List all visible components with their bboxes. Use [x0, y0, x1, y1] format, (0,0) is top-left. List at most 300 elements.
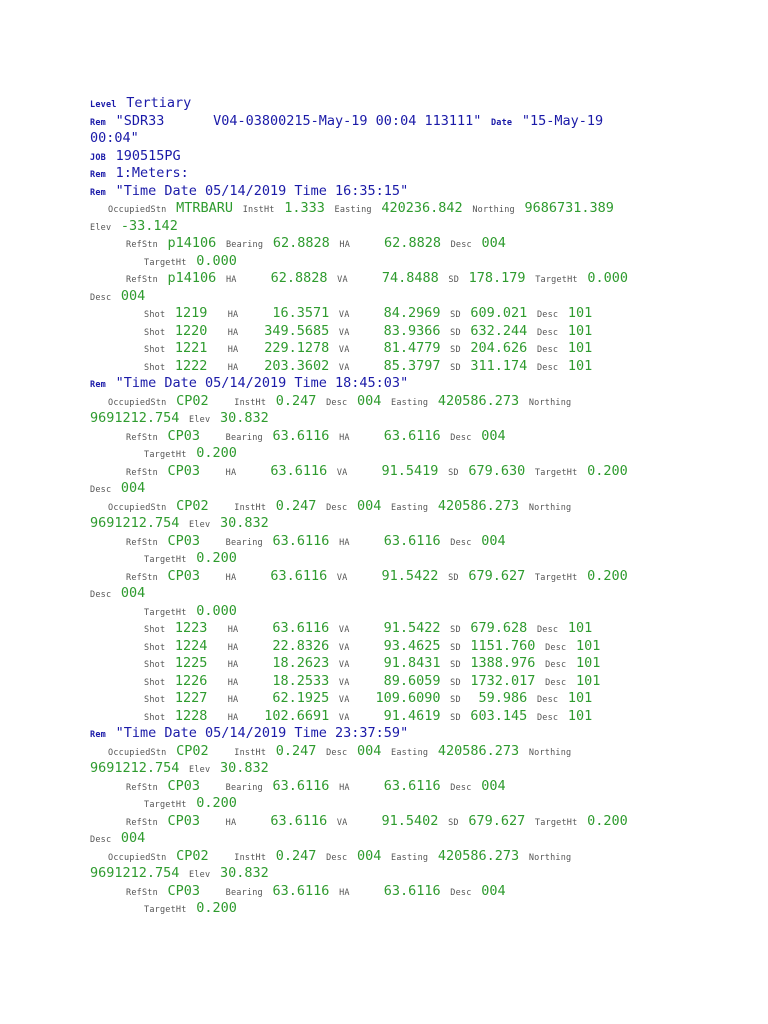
field-value: 30.832: [219, 865, 269, 881]
field-key: Desc: [450, 887, 472, 898]
field-key: Northing: [528, 852, 572, 863]
field-key: SD: [448, 572, 459, 583]
field-key: RefStn: [126, 537, 158, 548]
field-value: 63.6116: [359, 427, 441, 444]
field-value: 0.247: [275, 392, 317, 409]
field-value: 1151.760: [470, 637, 536, 654]
field-value: p14106: [167, 235, 217, 251]
field-key: Desc: [536, 362, 559, 373]
field-key: InstHt: [218, 747, 267, 758]
field-value: 101: [576, 672, 601, 689]
record-line: [144, 251, 237, 268]
field-value: CP02: [176, 497, 209, 514]
field-value: 109.6090: [359, 690, 441, 706]
field-key: Desc: [90, 590, 112, 600]
field-key: VA: [338, 642, 350, 653]
field-value: 63.6116: [272, 427, 330, 444]
field-key: Desc: [326, 397, 348, 408]
record-line: [144, 636, 600, 653]
field-value: 9691212.754: [90, 865, 180, 881]
field-value: 93.4625: [359, 637, 441, 654]
field-key: VA: [338, 712, 350, 723]
field-key: TargetHt: [144, 257, 187, 268]
field-value: 004: [357, 497, 382, 514]
field-key: Bearing: [225, 240, 264, 250]
field-key: HA: [217, 327, 239, 338]
field-key: Northing: [528, 502, 572, 513]
field-key: RefStn: [126, 572, 158, 583]
field-value: 0.247: [275, 497, 317, 514]
record-line: [126, 811, 628, 828]
record-line: [90, 863, 269, 880]
field-key: Easting: [391, 502, 429, 513]
record-line: [108, 391, 571, 408]
field-value: 004: [120, 830, 146, 846]
field-key: HA: [209, 467, 237, 478]
field-key: SD: [450, 660, 461, 670]
field-value: 16.3571: [248, 305, 330, 321]
field-key: Desc: [326, 852, 348, 863]
field-key: HA: [339, 782, 350, 793]
field-value: 0.200: [587, 462, 628, 479]
field-value: 632.244: [470, 322, 528, 339]
field-value: 9691212.754: [90, 515, 180, 531]
field-value: 004: [481, 777, 506, 794]
field-key: Shot: [144, 625, 166, 635]
field-value: 00:04": [90, 130, 139, 146]
field-value: MTRBARU: [176, 200, 234, 216]
field-value: 0.200: [587, 812, 628, 829]
record-line: [90, 583, 145, 600]
field-value: 89.6059: [359, 672, 441, 689]
field-key: RefStn: [126, 240, 158, 250]
record-line: [144, 653, 600, 670]
field-key: RefStn: [126, 432, 158, 443]
field-value: 004: [357, 742, 382, 759]
field-key: HA: [217, 345, 239, 355]
field-key: Desc: [326, 747, 348, 758]
field-key: Desc: [536, 345, 559, 355]
field-value: 0.200: [587, 567, 628, 584]
record-line: [90, 286, 145, 303]
record-line: [144, 303, 592, 320]
field-key: Elev: [189, 765, 211, 775]
field-key: HA: [209, 572, 237, 583]
field-key: RefStn: [126, 887, 158, 898]
field-value: 679.628: [470, 620, 528, 636]
field-value: 204.626: [470, 340, 528, 356]
field-value: 30.832: [219, 515, 269, 531]
record-line: [144, 793, 237, 810]
field-key: Bearing: [209, 432, 263, 443]
field-key: Desc: [536, 327, 559, 338]
field-key: TargetHt: [534, 817, 578, 828]
field-value: 004: [120, 287, 146, 304]
record-line: [90, 216, 178, 233]
field-key: SD: [448, 467, 459, 478]
field-value: 1732.017: [470, 672, 536, 689]
field-key: Northing: [528, 747, 572, 758]
field-key: HA: [225, 275, 237, 285]
field-key: Shot: [144, 310, 166, 320]
field-key: Shot: [144, 695, 166, 705]
field-key: Easting: [334, 205, 372, 215]
record-line: [144, 618, 592, 635]
field-key: Elev: [189, 415, 211, 425]
field-key: Rem: [90, 380, 106, 390]
field-value: 1388.976: [470, 655, 536, 671]
field-key: HA: [217, 677, 239, 688]
field-value: 63.6116: [248, 620, 330, 636]
field-key: SD: [450, 362, 461, 373]
field-key: Northing: [472, 205, 515, 215]
field-value: CP03: [167, 777, 201, 794]
record-line: [144, 321, 592, 338]
record-line: [144, 548, 237, 565]
field-value: 004: [357, 392, 382, 409]
field-key: Shot: [144, 362, 166, 373]
field-value: "15-May-19: [521, 112, 604, 129]
field-value: CP03: [167, 532, 201, 549]
field-key: Desc: [450, 537, 472, 548]
field-value: 1219: [174, 305, 208, 321]
field-value: 420586.273: [437, 497, 520, 514]
record-line: [144, 601, 237, 618]
field-value: 91.5422: [359, 620, 441, 636]
record-line: [108, 741, 571, 758]
field-key: Desc: [326, 502, 348, 513]
field-key: Rem: [90, 170, 106, 180]
record-line: [90, 828, 145, 845]
field-key: SD: [450, 695, 461, 705]
field-key: Desc: [450, 240, 472, 250]
record-line: [144, 338, 592, 355]
field-value: 91.5402: [357, 812, 439, 829]
field-value: CP02: [176, 392, 209, 409]
field-key: SD: [450, 327, 461, 338]
field-value: 101: [567, 690, 593, 706]
field-value: 83.9366: [359, 322, 441, 339]
header-line: [90, 93, 191, 110]
field-value: 1227: [174, 690, 208, 706]
header-line: [90, 723, 408, 740]
record-line: [144, 898, 237, 915]
field-value: 63.6116: [359, 882, 441, 899]
record-line: [90, 513, 269, 530]
field-key: Desc: [90, 835, 112, 845]
field-key: RefStn: [126, 467, 158, 478]
field-key: VA: [337, 275, 348, 285]
field-key: Northing: [528, 397, 572, 408]
field-value: 59.986: [470, 690, 528, 706]
record-line: [126, 776, 506, 793]
field-value: 420586.273: [437, 392, 520, 409]
field-key: VA: [338, 677, 350, 688]
field-value: 63.6116: [245, 462, 328, 479]
field-key: RefStn: [126, 817, 158, 828]
field-value: 101: [567, 340, 593, 356]
field-value: 101: [567, 707, 593, 724]
field-value: 63.6116: [359, 532, 441, 549]
field-key: SD: [448, 275, 460, 285]
field-value: 9686731.389: [524, 200, 614, 216]
field-value: CP02: [176, 742, 209, 759]
field-value: 84.2969: [359, 305, 441, 321]
record-line: [144, 706, 592, 723]
field-value: 0.200: [196, 550, 237, 566]
field-key: HA: [217, 310, 239, 320]
field-value: 85.3797: [359, 357, 441, 374]
field-key: TargetHt: [534, 572, 578, 583]
field-key: VA: [336, 467, 348, 478]
field-value: 101: [576, 637, 601, 654]
field-value: 420586.273: [437, 847, 520, 864]
field-key: HA: [217, 362, 239, 373]
field-value: 004: [357, 847, 382, 864]
field-value: 102.6691: [248, 707, 330, 724]
field-value: 0.247: [275, 847, 317, 864]
field-key: Desc: [450, 782, 472, 793]
record-line: [126, 531, 506, 548]
record-line: [144, 688, 592, 705]
field-value: 91.8431: [359, 655, 441, 671]
record-line: [108, 198, 614, 215]
field-key: Desc: [450, 432, 472, 443]
field-key: TargetHt: [144, 607, 187, 618]
field-key: Shot: [144, 660, 166, 670]
field-key: Desc: [545, 660, 567, 670]
field-value: 004: [481, 532, 506, 549]
field-key: TargetHt: [534, 467, 578, 478]
field-value: 1224: [174, 637, 208, 654]
field-value: 101: [567, 620, 593, 636]
field-key: InstHt: [242, 205, 275, 215]
field-value: -33.142: [120, 217, 178, 234]
field-value: CP03: [167, 462, 201, 479]
header-line: [90, 373, 408, 390]
field-value: 101: [567, 305, 593, 321]
record-line: [144, 443, 237, 460]
field-value: 62.8828: [272, 235, 330, 251]
field-value: 609.021: [470, 305, 528, 321]
field-value: 1.333: [284, 200, 325, 216]
field-key: TargetHt: [535, 275, 578, 285]
record-line: [144, 671, 600, 688]
field-key: SD: [450, 642, 461, 653]
field-value: 1226: [174, 672, 208, 689]
record-line: [126, 566, 628, 583]
field-value: 63.6116: [245, 812, 328, 829]
field-key: SD: [450, 625, 461, 635]
field-key: HA: [339, 240, 351, 250]
field-key: SD: [450, 345, 461, 355]
field-key: Shot: [144, 327, 166, 338]
field-value: 62.8828: [359, 235, 441, 251]
field-value: 22.8326: [248, 637, 330, 654]
field-key: InstHt: [218, 502, 267, 513]
field-key: HA: [339, 537, 350, 548]
field-value: 0.000: [196, 252, 237, 269]
record-line: [108, 846, 571, 863]
field-key: Easting: [391, 747, 429, 758]
field-value: 004: [481, 882, 506, 899]
field-value: 1221: [174, 340, 208, 356]
field-key: HA: [217, 642, 239, 653]
field-value: 178.179: [468, 270, 526, 286]
field-key: Elev: [90, 222, 112, 233]
field-key: Shot: [144, 712, 166, 723]
field-key: TargetHt: [144, 905, 187, 915]
field-value: 1223: [174, 620, 208, 636]
field-value: "SDR33 V04-03800215-May-19 00:04 113111": [115, 112, 482, 129]
field-value: 9691212.754: [90, 410, 180, 426]
field-value: 101: [576, 655, 601, 671]
field-value: 0.200: [196, 445, 237, 461]
field-value: 101: [567, 357, 593, 374]
field-key: HA: [217, 712, 239, 723]
field-value: 30.832: [219, 760, 269, 776]
record-line: [126, 461, 628, 478]
field-key: VA: [336, 817, 348, 828]
header-line: [90, 163, 189, 180]
field-key: Bearing: [209, 537, 263, 548]
field-value: 63.6116: [359, 777, 441, 794]
field-value: CP03: [167, 427, 201, 444]
field-key: InstHt: [218, 852, 267, 863]
field-key: Bearing: [209, 782, 263, 793]
field-key: TargetHt: [144, 450, 187, 460]
field-value: 203.3602: [248, 357, 330, 374]
field-value: 679.627: [468, 812, 526, 829]
field-key: Easting: [391, 397, 429, 408]
field-key: JOB: [90, 152, 106, 163]
header-line: [90, 111, 603, 128]
field-key: VA: [338, 695, 350, 705]
field-value: 63.6116: [272, 777, 330, 794]
field-key: VA: [338, 625, 350, 635]
field-value: 0.200: [196, 900, 237, 916]
field-key: VA: [338, 345, 350, 355]
field-key: OccupiedStn: [108, 205, 167, 215]
field-key: Rem: [90, 730, 106, 740]
field-key: Rem: [90, 187, 106, 198]
field-key: Elev: [189, 520, 211, 530]
field-value: 420586.273: [437, 742, 520, 759]
field-value: 679.627: [468, 567, 526, 584]
record-line: [126, 233, 506, 250]
field-key: Desc: [90, 485, 112, 495]
field-key: SD: [448, 817, 459, 828]
field-value: 0.000: [196, 602, 237, 619]
field-value: 63.6116: [272, 532, 330, 549]
field-key: VA: [338, 362, 350, 373]
field-key: Elev: [189, 870, 211, 880]
field-value: 0.000: [587, 270, 629, 286]
record-line: [126, 881, 506, 898]
field-key: VA: [338, 327, 350, 338]
field-value: 349.5685: [248, 322, 330, 339]
field-key: HA: [339, 432, 350, 443]
record-line: [108, 496, 571, 513]
field-key: Desc: [90, 292, 112, 303]
field-key: Level: [90, 100, 117, 110]
field-value: 63.6116: [245, 567, 328, 584]
field-value: Tertiary: [126, 95, 192, 111]
field-key: Desc: [536, 310, 559, 320]
field-value: 004: [120, 480, 146, 496]
header-line: [90, 181, 408, 198]
field-key: HA: [217, 660, 239, 670]
field-value: 004: [481, 235, 506, 251]
field-value: 190515PG: [115, 147, 181, 164]
field-value: 1220: [174, 322, 208, 339]
field-value: 1:Meters:: [115, 165, 189, 181]
field-value: 91.5419: [357, 462, 439, 479]
field-value: CP02: [176, 847, 209, 864]
field-key: Date: [490, 117, 513, 128]
record-line: [90, 758, 269, 775]
header-line: [90, 146, 181, 163]
field-key: Shot: [144, 345, 166, 355]
field-value: 101: [567, 322, 593, 339]
field-value: 004: [481, 427, 506, 444]
field-key: Bearing: [209, 887, 263, 898]
record-line: [126, 268, 628, 285]
field-key: HA: [217, 625, 239, 635]
field-value: 91.4619: [359, 707, 441, 724]
field-value: 62.8828: [246, 270, 328, 286]
field-value: 1228: [174, 707, 208, 724]
record-line: [144, 356, 592, 373]
field-key: Desc: [536, 625, 559, 635]
field-value: 1222: [174, 357, 208, 374]
field-value: 004: [120, 585, 146, 601]
field-value: 30.832: [219, 410, 269, 426]
field-value: CP03: [167, 882, 201, 899]
field-value: 81.4779: [359, 340, 441, 356]
record-line: [90, 478, 145, 495]
field-key: OccupiedStn: [108, 747, 167, 758]
field-value: CP03: [167, 567, 201, 584]
field-value: 74.8488: [357, 270, 439, 286]
field-value: CP03: [167, 812, 201, 829]
record-line: [126, 426, 506, 443]
field-value: 229.1278: [248, 340, 330, 356]
field-key: SD: [450, 677, 461, 688]
field-value: 0.247: [275, 742, 317, 759]
field-key: SD: [450, 310, 461, 320]
field-key: Desc: [536, 712, 559, 723]
field-key: Desc: [545, 677, 567, 688]
field-key: OccupiedStn: [108, 502, 167, 513]
field-key: Shot: [144, 642, 166, 653]
field-value: 9691212.754: [90, 760, 180, 776]
field-key: VA: [338, 660, 350, 670]
field-value: 91.5422: [357, 567, 439, 584]
field-key: HA: [217, 695, 239, 705]
field-value: 311.174: [470, 357, 528, 374]
header-line: [90, 128, 139, 145]
field-key: OccupiedStn: [108, 397, 167, 408]
field-key: Shot: [144, 677, 166, 688]
field-key: Rem: [90, 117, 106, 128]
field-key: HA: [339, 887, 350, 898]
field-key: Desc: [545, 642, 567, 653]
field-value: p14106: [167, 270, 217, 286]
field-key: VA: [338, 310, 350, 320]
field-key: SD: [450, 712, 461, 723]
field-value: 63.6116: [272, 882, 330, 899]
